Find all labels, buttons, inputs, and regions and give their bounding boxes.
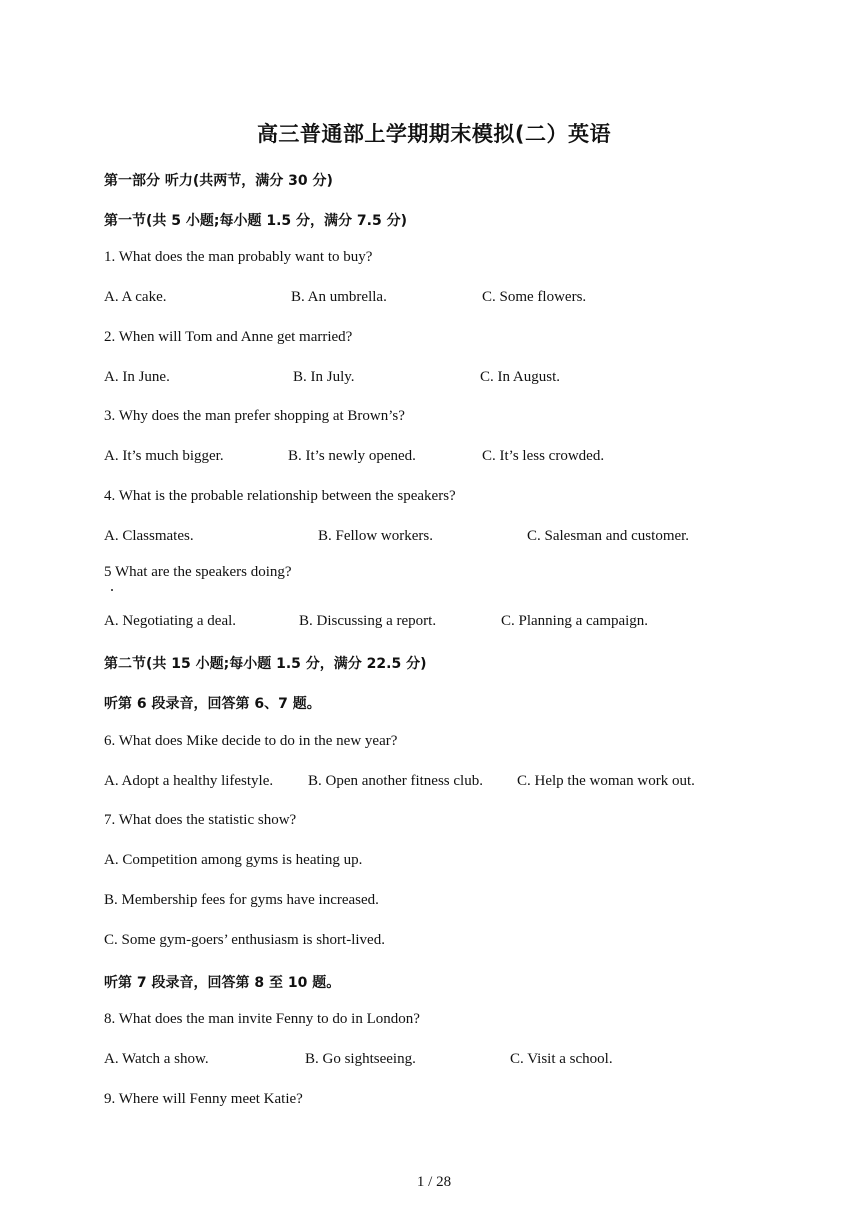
q5-option-a: A. Negotiating a deal.	[104, 613, 237, 629]
question-4: 4. What is the probable relationship between the speakers?	[104, 488, 456, 504]
q5-option-c: C. Planning a campaign.	[501, 613, 649, 629]
q3-option-b: B. It’s newly opened.	[288, 448, 416, 464]
section-heading-2: 第二节(共 15 小题;每小题 1.5 分，满分 22.5 分)	[104, 656, 427, 672]
question-9: 9. Where will Fenny meet Katie?	[104, 1091, 303, 1107]
q3-option-a: A. It’s much bigger.	[104, 448, 224, 464]
page-number: 1 / 28	[416, 1174, 452, 1190]
question-8: 8. What does the man invite Fenny to do in London?	[104, 1011, 420, 1027]
q1-option-a: A. A cake.	[104, 289, 167, 305]
question-6: 6. What does Mike decide to do in the new year?	[104, 733, 398, 749]
q7-option-c: C. Some gym-goers’ enthusiasm is short-lived.	[104, 932, 385, 948]
part-heading: 第一部分 听力(共两节，满分 30 分)	[104, 173, 333, 189]
stray-mark	[111, 589, 113, 591]
passage-instruction-6: 听第 6 段录音，回答第 6、7 题。	[104, 696, 321, 712]
page-title: 高三普通部上学期期末模拟(二）英语	[256, 122, 612, 146]
q6-option-c: C. Help the woman work out.	[517, 773, 695, 789]
q1-option-c: C. Some flowers.	[482, 289, 587, 305]
question-3: 3. Why does the man prefer shopping at Brown’s?	[104, 408, 405, 424]
passage-instruction-7: 听第 7 段录音，回答第 8 至 10 题。	[104, 975, 341, 991]
q2-option-c: C. In August.	[480, 369, 561, 385]
q5-option-b: B. Discussing a report.	[299, 613, 437, 629]
q7-option-a: A. Competition among gyms is heating up.	[104, 852, 363, 868]
question-2: 2. When will Tom and Anne get married?	[104, 329, 353, 345]
q6-option-a: A. Adopt a healthy lifestyle.	[104, 773, 274, 789]
q8-option-b: B. Go sightseeing.	[305, 1051, 416, 1067]
question-7: 7. What does the statistic show?	[104, 812, 297, 828]
q4-option-a: A. Classmates.	[104, 528, 194, 544]
q4-option-b: B. Fellow workers.	[318, 528, 433, 544]
q1-option-b: B. An umbrella.	[291, 289, 387, 305]
section-heading-1: 第一节(共 5 小题;每小题 1.5 分，满分 7.5 分)	[104, 213, 407, 229]
q7-option-b: B. Membership fees for gyms have increased.	[104, 892, 379, 908]
q4-option-c: C. Salesman and customer.	[527, 528, 690, 544]
q8-option-a: A. Watch a show.	[104, 1051, 209, 1067]
q3-option-c: C. It’s less crowded.	[482, 448, 605, 464]
q6-option-b: B. Open another fitness club.	[308, 773, 483, 789]
q2-option-a: A. In June.	[104, 369, 170, 385]
question-5: 5 What are the speakers doing?	[104, 564, 292, 580]
question-1: 1. What does the man probably want to buy?	[104, 249, 373, 265]
q2-option-b: B. In July.	[293, 369, 355, 385]
q8-option-c: C. Visit a school.	[510, 1051, 613, 1067]
